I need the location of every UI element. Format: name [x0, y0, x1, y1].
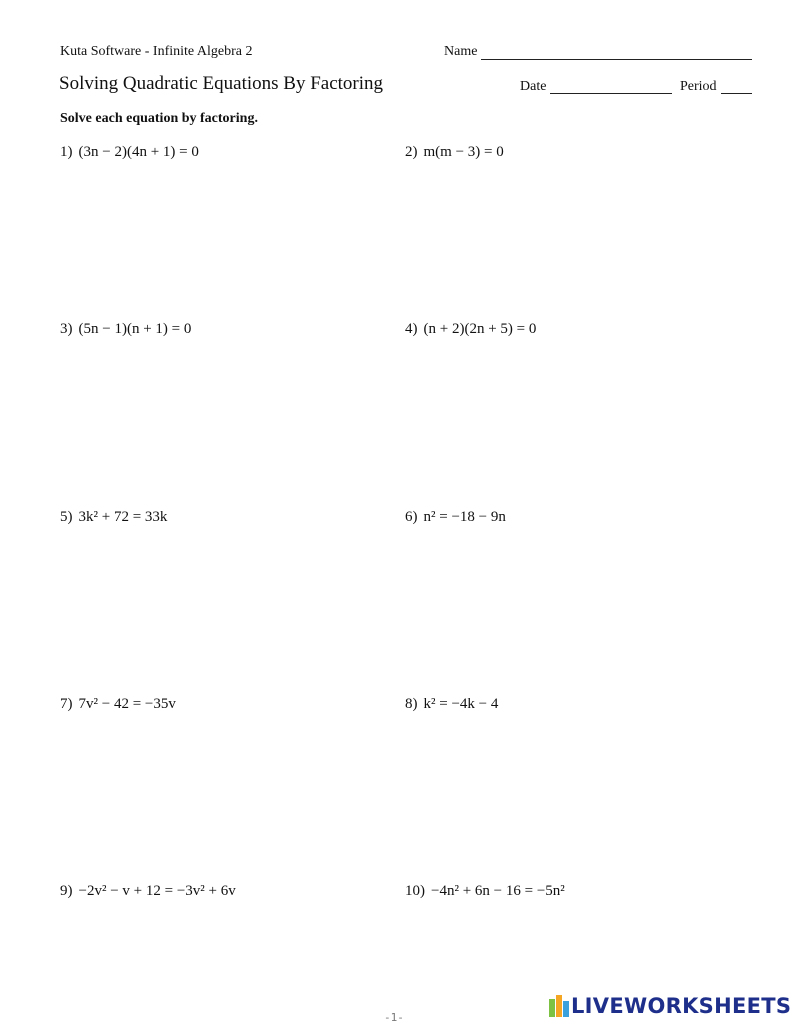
- problem-equation: (3n − 2)(4n + 1) = 0: [78, 144, 199, 160]
- liveworksheets-logo: [549, 994, 791, 1018]
- problem-number: 6): [405, 509, 418, 525]
- source-label: Kuta Software - Infinite Algebra 2: [60, 44, 253, 59]
- problem-equation: m(m − 3) = 0: [423, 144, 504, 160]
- problem-equation: 7v² − 42 = −35v: [78, 696, 176, 712]
- problem-2: [405, 144, 504, 161]
- problem-number: 4): [405, 321, 418, 337]
- problem-10: [405, 883, 565, 900]
- page-title: Solving Quadratic Equations By Factoring: [59, 73, 384, 94]
- period-label: Period: [680, 79, 717, 94]
- problem-equation: −2v² − v + 12 = −3v² + 6v: [78, 883, 236, 899]
- problem-9: [60, 883, 236, 900]
- problem-3: [60, 321, 191, 338]
- problem-4: [405, 321, 536, 338]
- problem-number: 9): [60, 883, 73, 899]
- name-label: Name: [444, 44, 478, 59]
- problem-equation: (5n − 1)(n + 1) = 0: [78, 321, 192, 337]
- period-field[interactable]: [721, 93, 752, 94]
- problem-7: [60, 696, 176, 713]
- name-field[interactable]: [481, 59, 752, 60]
- problem-number: 7): [60, 696, 73, 712]
- brand-text: LIVEWORKSHEETS: [571, 994, 792, 1018]
- problem-number: 8): [405, 696, 418, 712]
- problem-equation: k² = −4k − 4: [423, 696, 499, 712]
- problem-equation: n² = −18 − 9n: [423, 509, 506, 525]
- problem-number: 1): [60, 144, 73, 160]
- date-field[interactable]: [550, 93, 672, 94]
- problem-5: [60, 509, 167, 526]
- problem-equation: −4n² + 6n − 16 = −5n²: [431, 883, 565, 899]
- instructions: Solve each equation by factoring.: [60, 111, 258, 126]
- problem-8: [405, 696, 498, 713]
- problem-number: 5): [60, 509, 73, 525]
- date-label: Date: [520, 79, 547, 94]
- problem-equation: (n + 2)(2n + 5) = 0: [423, 321, 537, 337]
- liveworksheets-mark-icon: [549, 995, 569, 1017]
- problem-number: 2): [405, 144, 418, 160]
- problem-number: 3): [60, 321, 73, 337]
- problem-equation: 3k² + 72 = 33k: [78, 509, 168, 525]
- problem-6: [405, 509, 506, 526]
- problem-number: 10): [405, 883, 425, 899]
- problem-1: [60, 144, 199, 161]
- page-number: -1-: [384, 1011, 404, 1024]
